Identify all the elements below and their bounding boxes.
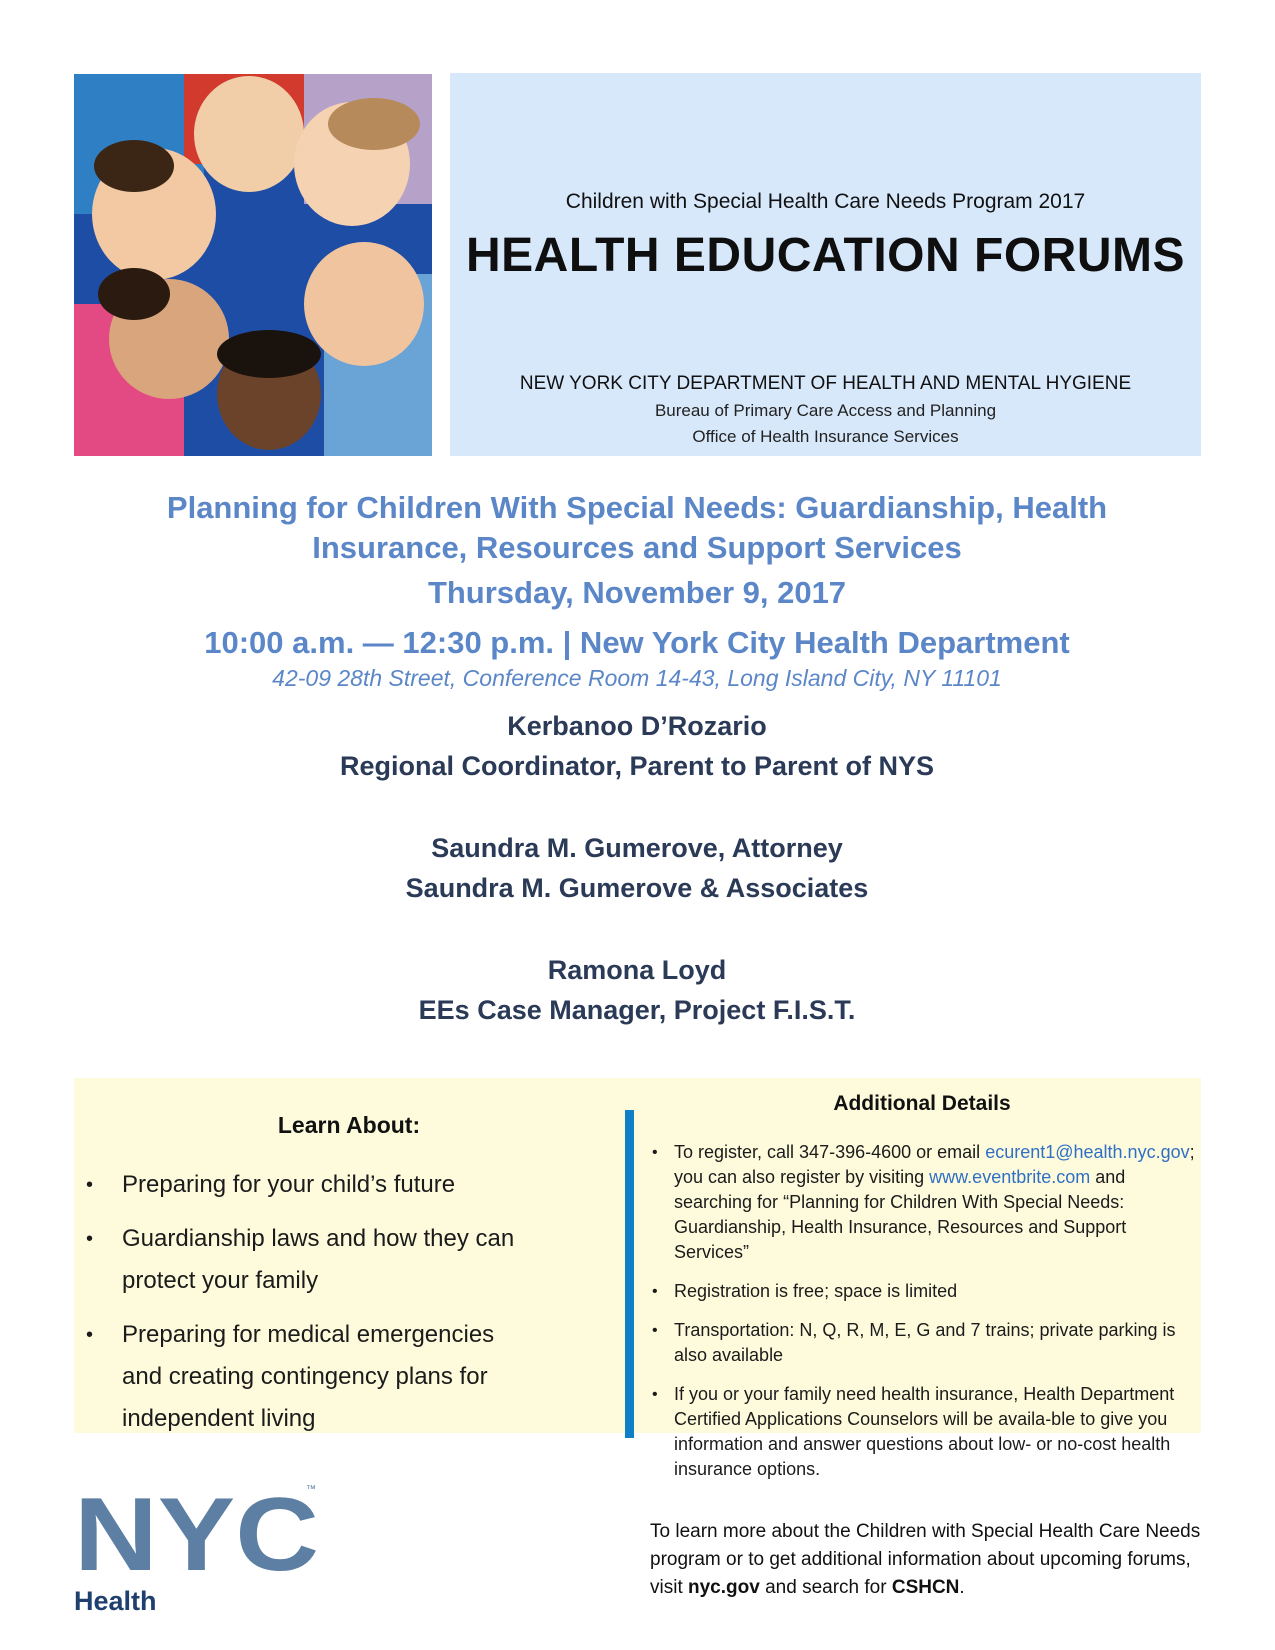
bullet-icon: • bbox=[652, 1144, 658, 1161]
list-item-line: and creating contingency plans for bbox=[122, 1363, 488, 1390]
speaker bbox=[74, 950, 1200, 1030]
speaker-role: EEs Case Manager, Project F.I.S.T. bbox=[418, 995, 856, 1025]
list-item bbox=[650, 1140, 1200, 1265]
insurance-text: If you or your family need health insurance, Health Department Certified Applications Counselors will be availa-ble to give you information and answer questions about low- or no-cost health insurance options. bbox=[674, 1384, 1175, 1479]
list-item-line: Guardianship laws and how they can bbox=[122, 1225, 515, 1252]
additional-details-heading: Additional Details bbox=[833, 1092, 1011, 1115]
register-email-link[interactable]: ecurent1@health.nyc.gov bbox=[985, 1142, 1190, 1162]
event-time-location: 10:00 a.m. — 12:30 p.m. | New York City Health Department bbox=[204, 625, 1070, 660]
list-item-line: protect your family bbox=[122, 1267, 319, 1294]
register-quote: “Planning for Children With Special Needs: Guardianship, Health Insurance, Resources and Support Services” bbox=[674, 1192, 1127, 1262]
eventbrite-link[interactable]: www.eventbrite.com bbox=[929, 1167, 1091, 1187]
register-text: and searching for bbox=[674, 1167, 1126, 1212]
department-name: NEW YORK CITY DEPARTMENT OF HEALTH AND MENTAL HYGIENE bbox=[519, 373, 1132, 394]
bureau-name: Bureau of Primary Care Access and Planning bbox=[654, 401, 997, 420]
nyc-health-logo bbox=[74, 1480, 329, 1615]
speaker-role: Saundra M. Gumerove & Associates bbox=[405, 873, 869, 903]
logo-word: Health bbox=[74, 1586, 157, 1615]
learn-about-panel bbox=[74, 1078, 624, 1433]
event-title-line: Planning for Children With Special Needs: Guardianship, Health bbox=[166, 490, 1108, 525]
learn-about-heading: Learn About: bbox=[277, 1112, 421, 1138]
children-photo bbox=[74, 74, 432, 456]
list-item-line: Preparing for your child’s future bbox=[122, 1171, 456, 1198]
cshcn-text: CSHCN bbox=[891, 1577, 960, 1598]
event-info bbox=[74, 488, 1200, 693]
bullet-icon: • bbox=[86, 1324, 94, 1346]
transportation-text: Transportation: N, Q, R, M, E, G and 7 trains; private parking is also available bbox=[674, 1320, 1176, 1365]
footer-text-part: and search for bbox=[759, 1577, 892, 1598]
additional-details-list bbox=[650, 1140, 1200, 1496]
header-panel bbox=[450, 73, 1201, 456]
speaker bbox=[74, 828, 1200, 908]
bullet-icon: • bbox=[652, 1283, 658, 1300]
list-item bbox=[650, 1382, 1200, 1482]
bullet-icon: • bbox=[652, 1386, 658, 1403]
event-address: 42-09 28th Street, Conference Room 14-43, Long Island City, NY 11101 bbox=[272, 665, 1002, 691]
list-item bbox=[74, 1218, 634, 1302]
register-text: To register, call 347-396-4600 or email bbox=[674, 1142, 981, 1162]
list-item bbox=[650, 1318, 1200, 1368]
list-item-line: independent living bbox=[122, 1405, 316, 1432]
page-title: HEALTH EDUCATION FORUMS bbox=[465, 229, 1185, 282]
speaker bbox=[74, 706, 1200, 786]
logo-trademark: ™ bbox=[306, 1484, 316, 1495]
bullet-icon: • bbox=[86, 1228, 94, 1250]
speaker-name: Ramona Loyd bbox=[547, 955, 727, 985]
speakers-list bbox=[74, 706, 1200, 1072]
event-date: Thursday, November 9, 2017 bbox=[427, 575, 847, 610]
event-title bbox=[74, 488, 1200, 568]
speaker-name: Saundra M. Gumerove, Attorney bbox=[431, 833, 843, 863]
register-text: visiting bbox=[869, 1167, 925, 1187]
learn-about-list bbox=[74, 1164, 634, 1452]
speaker-role: Regional Coordinator, Parent to Parent of NYS bbox=[339, 751, 935, 781]
list-item bbox=[650, 1279, 1200, 1304]
event-title-line: Insurance, Resources and Support Services bbox=[312, 530, 962, 565]
bullet-icon: • bbox=[652, 1322, 658, 1339]
program-line: Children with Special Health Care Needs Program 2017 bbox=[565, 190, 1086, 213]
bullet-icon: • bbox=[86, 1174, 94, 1196]
list-item-line: Preparing for medical emergencies bbox=[122, 1321, 495, 1348]
list-item bbox=[74, 1314, 634, 1440]
footer-text-part: . bbox=[959, 1577, 965, 1598]
footer-text bbox=[650, 1518, 1210, 1602]
register-text: ; you can also register by bbox=[674, 1142, 1195, 1187]
logo-letters: NYC bbox=[74, 1480, 319, 1593]
registration-free-text: Registration is free; space is limited bbox=[674, 1281, 958, 1301]
nyc-gov-text: nyc.gov bbox=[688, 1577, 760, 1598]
office-name: Office of Health Insurance Services bbox=[692, 427, 959, 446]
list-item bbox=[74, 1164, 634, 1206]
footer-text-part: To learn more about the Children with Special Health Care Needs program or to get additional information about upcoming forums, visit bbox=[650, 1521, 1201, 1598]
speaker-name: Kerbanoo D’Rozario bbox=[507, 711, 767, 741]
accent-bar bbox=[625, 1110, 634, 1438]
